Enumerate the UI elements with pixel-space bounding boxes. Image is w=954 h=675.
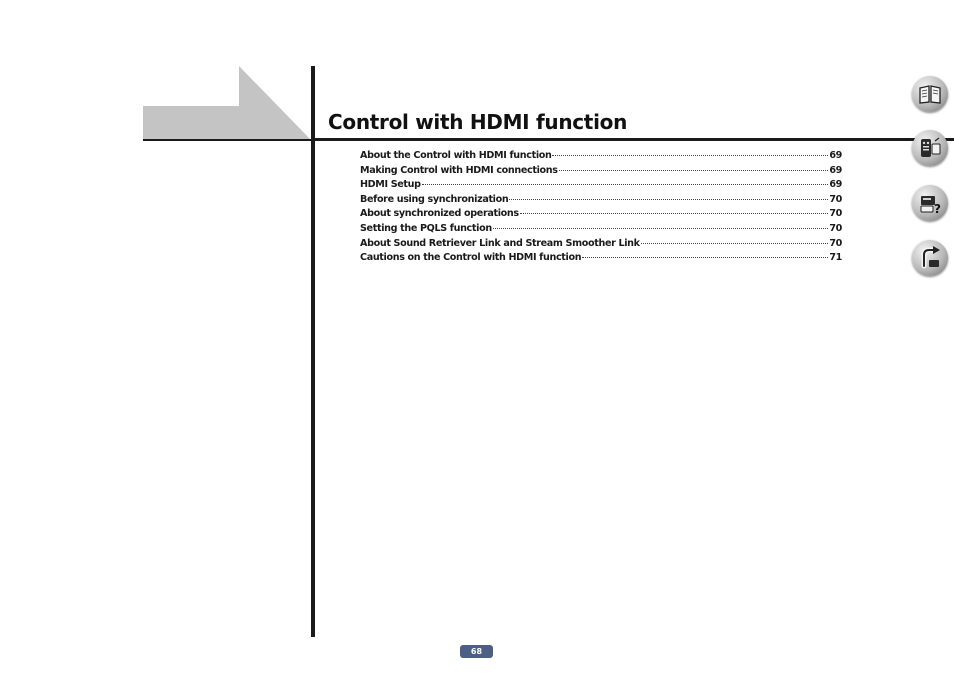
book-icon[interactable]	[912, 76, 948, 112]
table-of-contents	[360, 150, 842, 267]
toc-item-page[interactable]: 70	[829, 193, 842, 205]
toc-item-label[interactable]: Setting the PQLS function	[360, 222, 492, 234]
toc-leader	[493, 228, 829, 229]
toc-item-pqls[interactable]	[360, 223, 842, 238]
toc-item-label[interactable]: About Sound Retriever Link and Stream Smoother Link	[360, 237, 640, 249]
title-underline	[315, 138, 954, 141]
question-device-icon[interactable]	[912, 185, 948, 221]
toc-item-label[interactable]: About synchronized operations	[360, 208, 519, 220]
page-number-badge: 68	[460, 645, 493, 658]
return-arrow-icon[interactable]	[912, 240, 948, 276]
toc-item-page[interactable]: 70	[829, 222, 842, 234]
toc-item-cautions[interactable]	[360, 252, 842, 267]
remote-control-icon[interactable]	[912, 130, 948, 166]
toc-item-label[interactable]: Cautions on the Control with HDMI function	[360, 252, 582, 264]
toc-item-label[interactable]: Before using synchronization	[360, 193, 509, 205]
toc-item-page[interactable]: 69	[829, 179, 842, 191]
toc-leader	[641, 243, 829, 244]
left-divider	[143, 139, 311, 141]
toc-leader	[552, 155, 828, 156]
toc-leader	[582, 257, 828, 258]
toc-item-before-sync[interactable]	[360, 194, 842, 209]
toc-item-page[interactable]: 70	[829, 208, 842, 220]
toc-item-about-control[interactable]	[360, 150, 842, 165]
toc-item-label[interactable]: Making Control with HDMI connections	[360, 164, 558, 176]
toc-item-page[interactable]: 70	[829, 237, 842, 249]
toc-leader	[422, 184, 829, 185]
toc-item-label[interactable]: HDMI Setup	[360, 179, 421, 191]
toc-item-page[interactable]: 69	[829, 164, 842, 176]
toc-leader	[520, 213, 829, 214]
svg-text:?: ?	[934, 202, 941, 216]
vertical-divider	[311, 66, 315, 637]
toc-item-hdmi-setup[interactable]	[360, 179, 842, 194]
toc-leader	[559, 170, 829, 171]
chapter-tab-graphic	[143, 66, 311, 140]
toc-item-label[interactable]: About the Control with HDMI function	[360, 150, 552, 161]
toc-item-making-connections[interactable]	[360, 165, 842, 180]
page-title: Control with HDMI function	[328, 110, 628, 134]
toc-item-sync-operations[interactable]	[360, 208, 842, 223]
toc-item-sound-retriever[interactable]	[360, 238, 842, 253]
toc-leader	[509, 199, 828, 200]
toc-item-page[interactable]: 71	[829, 252, 842, 264]
toc-item-page[interactable]: 69	[829, 150, 842, 161]
